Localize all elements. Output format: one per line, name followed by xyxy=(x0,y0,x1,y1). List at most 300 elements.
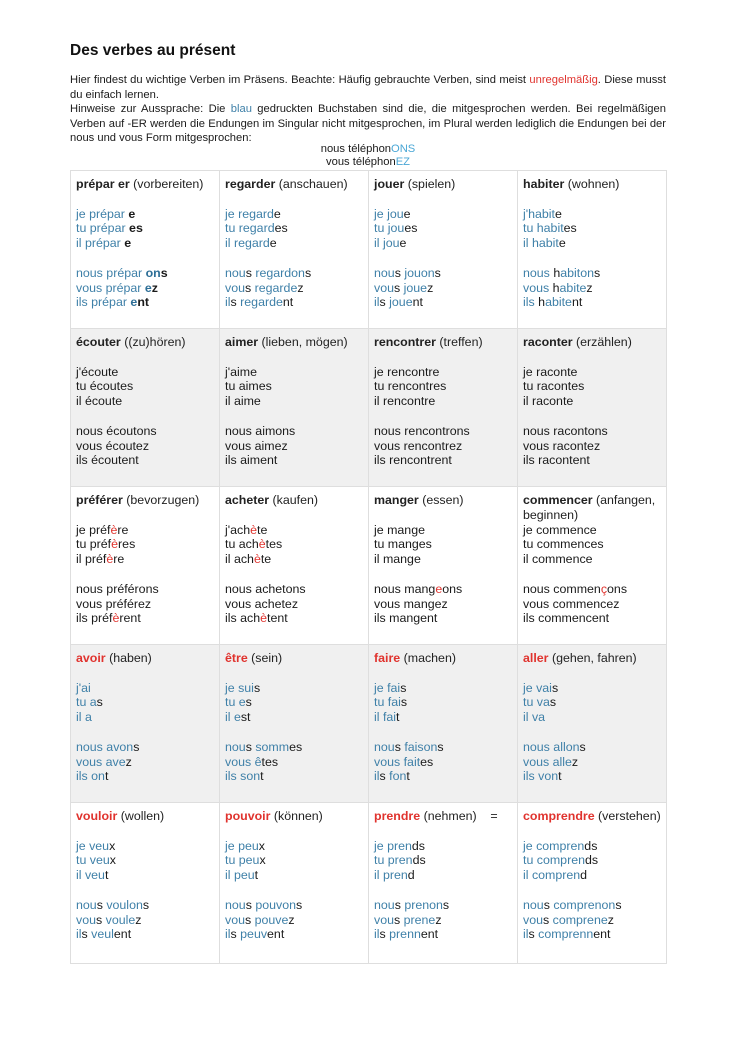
silent-part: rent xyxy=(119,611,141,626)
conjugation-form xyxy=(374,453,512,468)
example-line xyxy=(70,143,666,156)
pronounced-part: pouve xyxy=(251,912,289,927)
spacer xyxy=(225,567,363,582)
silent-part: vous écoutez xyxy=(76,438,150,453)
pronounced-part: ils on xyxy=(76,769,105,784)
text-segment: nous téléphon xyxy=(320,143,392,155)
pronounced-part: joue xyxy=(385,295,413,310)
silent-part: es xyxy=(420,754,434,769)
silent-part: s xyxy=(379,295,386,310)
pronounced-part: nou xyxy=(523,897,544,912)
silent-part: te xyxy=(257,522,268,537)
verb-infinitive: manger xyxy=(374,493,419,507)
pronounced-part: regardon xyxy=(251,265,305,280)
verb-infinitive: habiter xyxy=(523,177,565,191)
pronounced-part: il va xyxy=(523,710,546,725)
silent-part: ent xyxy=(420,927,439,942)
verb-heading xyxy=(374,177,512,192)
pronounced-part: jouon xyxy=(400,265,435,280)
pronounced-part: il pren xyxy=(374,868,408,883)
verb-infinitive: jouer xyxy=(374,177,405,191)
conjugation-form xyxy=(523,295,661,310)
conjugation-form xyxy=(374,868,512,883)
silent-part: tu aimes xyxy=(225,379,272,394)
spacer xyxy=(76,725,214,740)
silent-part: s xyxy=(81,927,88,942)
pronounced-part: nou xyxy=(225,897,246,912)
silent-part: s xyxy=(393,280,401,295)
silent-part: s xyxy=(304,265,312,280)
verb-translation: (haben) xyxy=(105,651,152,665)
stem-change-letter: ç xyxy=(600,581,608,596)
verb-translation: (lieben, mögen) xyxy=(258,335,348,349)
pronounced-part: vous ave xyxy=(76,754,126,769)
conjugation-form xyxy=(374,537,512,552)
conjugation-form xyxy=(76,439,214,454)
conjugation-form xyxy=(374,695,512,710)
silent-part: d xyxy=(407,868,415,883)
pronounced-part: nous xyxy=(523,265,554,280)
pronounced-part: nou xyxy=(374,897,395,912)
verb-infinitive: prendre xyxy=(374,809,421,823)
silent-part: tes xyxy=(261,754,279,769)
spacer xyxy=(225,251,363,266)
conjugation-form xyxy=(374,597,512,612)
conjugation-form xyxy=(225,453,363,468)
conjugation-form xyxy=(225,611,363,626)
conjugation-form xyxy=(374,913,512,928)
pronounced-part: il peu xyxy=(225,868,255,883)
verb-cell xyxy=(220,329,369,487)
silent-part: ds xyxy=(412,853,426,868)
conjugation-form xyxy=(76,266,214,281)
verb-heading xyxy=(76,177,214,192)
silent-part: s xyxy=(394,739,401,754)
intro-paragraph-irregular xyxy=(70,73,666,102)
silent-part: e xyxy=(403,206,411,221)
pronounced-part: e xyxy=(130,295,138,310)
verb-heading xyxy=(374,651,512,666)
stem-change-letter: e xyxy=(435,581,443,596)
verb-conjugation-table xyxy=(70,170,667,964)
silent-part: s xyxy=(253,680,261,695)
pronounced-part: ils prépar xyxy=(76,295,131,310)
conjugation-form xyxy=(523,537,661,552)
example-ending: EZ xyxy=(395,156,410,168)
verb-cell xyxy=(369,487,518,645)
pronounced-part: somm xyxy=(251,739,290,754)
silent-part: z xyxy=(288,912,295,927)
silent-part: z xyxy=(135,912,142,927)
conjugation-form xyxy=(225,839,363,854)
verb-translation: (sein) xyxy=(247,651,283,665)
conjugation-form xyxy=(225,523,363,538)
silent-part: s xyxy=(393,912,401,927)
silent-part: x xyxy=(109,838,116,853)
conjugation-form xyxy=(374,221,512,236)
pronounced-part: comprene xyxy=(549,912,608,927)
conjugation-form xyxy=(225,868,363,883)
silent-part: tu préf xyxy=(76,537,112,552)
silent-part: je commence xyxy=(523,522,597,537)
silent-part: ons xyxy=(442,581,463,596)
silent-part: s xyxy=(543,897,550,912)
verb-translation: (treffen) xyxy=(435,335,483,349)
silent-part: es xyxy=(274,221,288,236)
verb-translation: ((zu)hören) xyxy=(120,335,186,349)
silent-part: j'écoute xyxy=(76,364,119,379)
silent-part: il ach xyxy=(225,552,254,567)
pronounced-part: abite xyxy=(559,280,587,295)
pronounced-part: prenon xyxy=(400,897,443,912)
conjugation-form xyxy=(76,839,214,854)
pronounced-part: faison xyxy=(400,739,438,754)
verb-heading xyxy=(225,651,363,666)
conjugation-form xyxy=(76,281,214,296)
conjugation-form xyxy=(76,424,214,439)
verb-cell xyxy=(71,329,220,487)
silent-part: s xyxy=(551,680,559,695)
conjugation-form xyxy=(374,681,512,696)
verb-heading xyxy=(374,493,512,508)
pronounced-part: vou xyxy=(374,912,394,927)
pronounced-part: tu compren xyxy=(523,853,585,868)
silent-part: nt xyxy=(571,295,583,310)
conjugation-form xyxy=(225,537,363,552)
pronounced-part: j'ai xyxy=(76,680,91,695)
stem-change-letter: è xyxy=(110,522,118,537)
silent-part: s xyxy=(142,897,150,912)
conjugation-form xyxy=(523,365,661,380)
verb-infinitive: raconter xyxy=(523,335,573,349)
verb-infinitive: avoir xyxy=(76,651,106,665)
conjugation-form xyxy=(523,394,661,409)
verb-translation: (wohnen) xyxy=(564,177,620,191)
conjugation-form xyxy=(374,582,512,597)
verb-cell xyxy=(518,803,667,964)
pronounced-part: regarde xyxy=(236,295,283,310)
silent-part: s xyxy=(244,280,252,295)
conjugation-form xyxy=(76,236,214,251)
silent-part: ils racontent xyxy=(523,453,590,468)
conjugation-form xyxy=(76,295,214,310)
silent-part: z xyxy=(151,280,158,295)
silent-part: s xyxy=(230,927,237,942)
conjugation-form xyxy=(374,740,512,755)
conjugation-form xyxy=(225,221,363,236)
conjugation-form xyxy=(374,552,512,567)
verb-translation: (verstehen) xyxy=(594,809,661,823)
pronounced-part: vou xyxy=(374,280,394,295)
silent-part: z xyxy=(297,280,304,295)
verb-translation: (nehmen) = xyxy=(420,809,498,823)
silent-part: e xyxy=(124,236,132,251)
silent-part: ons xyxy=(607,581,628,596)
verb-translation: (bevorzugen) xyxy=(122,493,200,507)
pronounced-part: nou xyxy=(225,265,246,280)
pronounced-part: il prépar xyxy=(76,236,125,251)
conjugation-form xyxy=(225,710,363,725)
pronounced-part: je veu xyxy=(76,838,110,853)
pronounced-part: nou xyxy=(225,739,246,754)
conjugation-form xyxy=(374,266,512,281)
pronounced-part: ils son xyxy=(225,769,261,784)
silent-part: ent xyxy=(267,927,285,942)
verb-heading xyxy=(374,809,512,824)
pronounced-part: vous xyxy=(523,280,553,295)
pronounced-part: vou xyxy=(225,912,245,927)
silent-part: tu rencontres xyxy=(374,379,447,394)
spacer xyxy=(523,725,661,740)
conjugation-form xyxy=(225,439,363,454)
stem-change-letter: è xyxy=(258,537,266,552)
verb-translation: (können) xyxy=(270,809,323,823)
example-line xyxy=(70,156,666,169)
conjugation-form xyxy=(76,379,214,394)
spacer xyxy=(523,251,661,266)
pronounced-part: il habit xyxy=(523,236,559,251)
pronounced-part: je pren xyxy=(374,838,412,853)
silent-part: z xyxy=(125,754,132,769)
verb-infinitive: acheter xyxy=(225,493,270,507)
silent-part: t xyxy=(396,710,400,725)
silent-part: t xyxy=(104,868,109,883)
spacer xyxy=(76,567,214,582)
silent-part: nous commen xyxy=(523,581,601,596)
verb-heading xyxy=(225,335,363,350)
silent-part: h xyxy=(552,280,560,295)
conjugation-form xyxy=(76,221,214,236)
verb-cell xyxy=(518,487,667,645)
conjugation-form xyxy=(225,266,363,281)
table-row xyxy=(71,171,667,329)
pronounced-part: nous allon xyxy=(523,739,580,754)
conjugation-form xyxy=(76,740,214,755)
silent-part: re xyxy=(113,552,125,567)
silent-part: te xyxy=(260,552,272,567)
pronounced-part: tu e xyxy=(225,695,246,710)
pronounced-part: peuv xyxy=(236,927,268,942)
silent-part: nous préférons xyxy=(76,581,159,596)
silent-part: z xyxy=(435,912,442,927)
silent-part: je raconte xyxy=(523,364,578,379)
conjugation-form xyxy=(76,523,214,538)
verb-cell xyxy=(220,803,369,964)
pronounced-part: abiton xyxy=(560,265,594,280)
conjugation-form xyxy=(225,295,363,310)
verb-infinitive: aller xyxy=(523,651,549,665)
conjugation-form xyxy=(225,207,363,222)
spacer xyxy=(225,725,363,740)
silent-part: tu ach xyxy=(225,537,259,552)
verb-cell xyxy=(369,171,518,329)
verb-infinitive: pouvoir xyxy=(225,809,271,823)
conjugation-form xyxy=(523,710,661,725)
pronounced-part: il jou xyxy=(374,236,400,251)
verb-translation: (anschauen) xyxy=(275,177,348,191)
pronounced-part: il regard xyxy=(225,236,270,251)
conjugation-form xyxy=(76,611,214,626)
silent-part: nt xyxy=(412,295,423,310)
silent-part: ils mangent xyxy=(374,611,438,626)
conjugation-form xyxy=(76,913,214,928)
silent-part: ils ach xyxy=(225,611,261,626)
pronounced-part: je compren xyxy=(523,838,585,853)
spacer xyxy=(76,251,214,266)
conjugation-form xyxy=(374,379,512,394)
silent-part: s xyxy=(400,680,407,695)
conjugation-form xyxy=(374,611,512,626)
silent-part: s xyxy=(245,739,252,754)
silent-part: e xyxy=(273,206,281,221)
silent-part: t xyxy=(104,769,109,784)
silent-part: s xyxy=(379,927,386,942)
conjugation-form xyxy=(374,424,512,439)
verb-heading xyxy=(225,493,363,508)
conjugation-form xyxy=(76,898,214,913)
silent-part: s xyxy=(549,695,557,710)
silent-part: il écoute xyxy=(76,394,123,409)
conjugation-form xyxy=(374,295,512,310)
pronounced-part: tu jou xyxy=(374,221,405,236)
pronounced-part: voulon xyxy=(102,897,143,912)
pronounced-part: fon xyxy=(385,769,407,784)
silent-part: s xyxy=(615,897,622,912)
silent-part: il rencontre xyxy=(374,394,436,409)
silent-part: x xyxy=(258,838,265,853)
text-segment: Hinweise zur Aussprache: Die xyxy=(70,103,231,116)
conjugation-form xyxy=(374,236,512,251)
page-title: Des verbes au présent xyxy=(70,42,236,59)
table-row xyxy=(71,329,667,487)
verb-heading xyxy=(76,493,214,508)
text-segment: vous téléphon xyxy=(326,156,396,168)
pronounced-part: je fai xyxy=(374,680,401,695)
conjugation-form xyxy=(523,207,661,222)
conjugation-form xyxy=(523,281,661,296)
conjugation-form xyxy=(225,365,363,380)
conjugation-form xyxy=(76,552,214,567)
silent-part: t xyxy=(260,769,264,784)
pronunciation-example xyxy=(70,143,666,169)
pronounced-part: veul xyxy=(87,927,114,942)
pronounced-part: vou xyxy=(76,912,96,927)
pronounced-part: nous avon xyxy=(76,739,134,754)
conjugation-form xyxy=(225,394,363,409)
silent-part: z xyxy=(586,280,593,295)
pronounced-part: il a xyxy=(76,710,92,725)
table-row xyxy=(71,803,667,964)
verb-heading xyxy=(76,809,214,824)
pronounced-part: je sui xyxy=(225,680,254,695)
pronounced-part: je prépar xyxy=(76,206,129,221)
highlight-irregular: unregelmäßig xyxy=(529,74,598,86)
spacer xyxy=(374,567,512,582)
conjugation-form xyxy=(523,424,661,439)
verb-translation: (anfangen, beginnen) xyxy=(523,493,659,522)
pronounced-part: abite xyxy=(545,295,572,310)
conjugation-form xyxy=(76,769,214,784)
verb-cell xyxy=(71,803,220,964)
silent-part: s xyxy=(295,897,303,912)
silent-part: ds xyxy=(411,838,425,853)
conjugation-form xyxy=(225,552,363,567)
conjugation-form xyxy=(374,927,512,942)
silent-part: s xyxy=(244,912,252,927)
pronounced-part: vous prépar xyxy=(76,280,145,295)
silent-part: nt xyxy=(137,295,150,310)
verb-heading xyxy=(523,809,661,824)
text-segment: Hier findest du wichtige Verben im Präsens. Beachte: Häufig gebrauchte Verben, sind meist xyxy=(70,74,530,86)
verb-cell xyxy=(220,487,369,645)
verb-infinitive: vouloir xyxy=(76,809,118,823)
silent-part: z xyxy=(427,280,434,295)
silent-part: tes xyxy=(265,537,283,552)
verb-translation: (vorbereiten) xyxy=(129,177,204,191)
pronounced-part: il xyxy=(374,769,380,784)
conjugation-form xyxy=(523,552,661,567)
silent-part: ils écoutent xyxy=(76,453,139,468)
conjugation-form xyxy=(523,769,661,784)
silent-part: ent xyxy=(593,927,611,942)
spacer xyxy=(374,883,512,898)
silent-part: tent xyxy=(267,611,288,626)
stem-change-letter: è xyxy=(112,611,120,626)
silent-part: vous aimez xyxy=(225,438,288,453)
silent-part: je préf xyxy=(76,522,111,537)
silent-part: e xyxy=(558,236,566,251)
verb-cell xyxy=(220,171,369,329)
silent-part: nt xyxy=(282,295,294,310)
verb-heading xyxy=(225,809,363,824)
conjugation-form xyxy=(225,681,363,696)
silent-part: t xyxy=(254,868,259,883)
verb-heading xyxy=(374,335,512,350)
conjugation-form xyxy=(374,523,512,538)
silent-part: ent xyxy=(113,927,132,942)
conjugation-form xyxy=(523,453,661,468)
pronounced-part: tu prépar xyxy=(76,221,130,236)
stem-change-letter: è xyxy=(111,537,119,552)
pronounced-part: nou xyxy=(76,897,97,912)
silent-part: t xyxy=(406,769,410,784)
table-row xyxy=(71,645,667,803)
conjugation-form xyxy=(523,898,661,913)
conjugation-form xyxy=(76,695,214,710)
silent-part: vous mangez xyxy=(374,596,448,611)
conjugation-form xyxy=(225,379,363,394)
silent-part: tu écoutes xyxy=(76,379,134,394)
silent-part: s xyxy=(96,897,103,912)
silent-part: s xyxy=(400,695,408,710)
silent-part: vous racontez xyxy=(523,438,601,453)
silent-part: nous aimons xyxy=(225,423,296,438)
verb-infinitive: prépar er xyxy=(76,177,130,191)
conjugation-form xyxy=(523,740,661,755)
verb-cell xyxy=(71,645,220,803)
stem-change-letter: è xyxy=(250,522,258,537)
silent-part: ils aiment xyxy=(225,453,278,468)
conjugation-form xyxy=(374,898,512,913)
silent-part: es xyxy=(129,221,143,236)
silent-part: s xyxy=(394,265,401,280)
silent-part: s xyxy=(230,295,237,310)
conjugation-form xyxy=(523,582,661,597)
silent-part: il préf xyxy=(76,552,107,567)
silent-part: ds xyxy=(584,838,598,853)
conjugation-form xyxy=(76,453,214,468)
conjugation-form xyxy=(225,898,363,913)
